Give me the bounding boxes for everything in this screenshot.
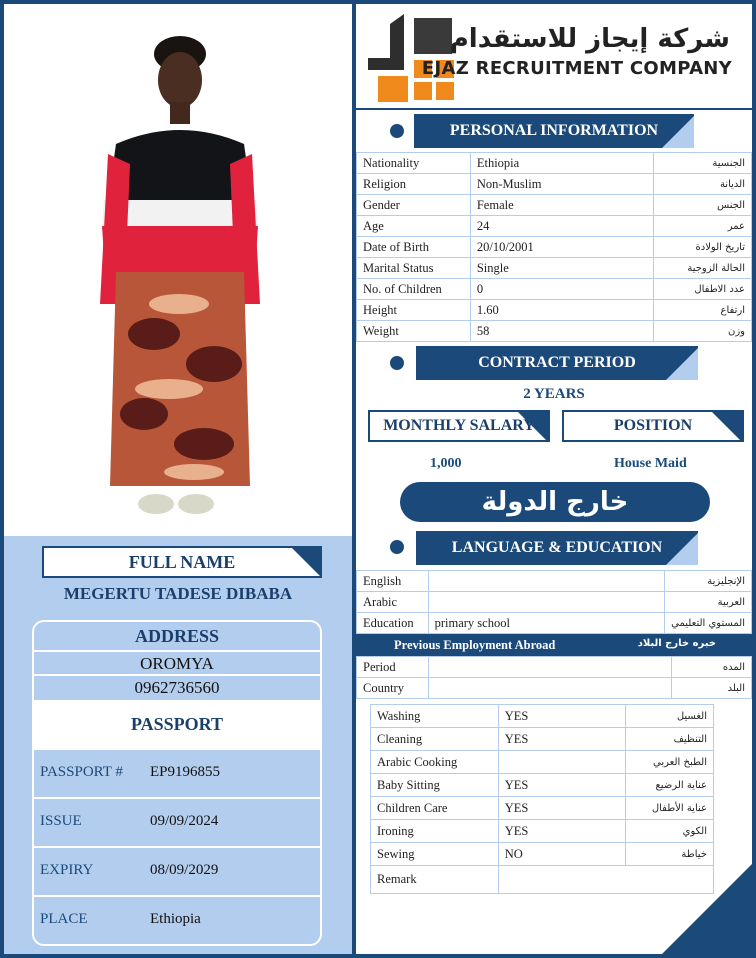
row-label-ar: الحالة الزوجية	[654, 258, 752, 279]
outside-country-banner: خارج الدولة	[400, 482, 710, 522]
skill-label: Children Care	[371, 797, 499, 820]
skill-label-ar: عناية الرضيع	[626, 774, 714, 797]
full-name-label-box	[42, 546, 322, 578]
skill-label-ar: الغسيل	[626, 705, 714, 728]
previous-employment-table	[356, 656, 752, 699]
language-education-table	[356, 570, 752, 634]
passport-number-row	[34, 748, 320, 797]
phone-value: 0962736560	[34, 674, 320, 700]
row-label-ar: ارتفاع	[654, 300, 752, 321]
remark-label: Remark	[371, 866, 499, 894]
table-row	[371, 705, 714, 728]
company-name-english: EJAZ RECRUITMENT COMPANY	[421, 58, 732, 79]
table-row	[371, 728, 714, 751]
table-row	[357, 613, 752, 634]
skill-label-ar: الطبخ العربي	[626, 751, 714, 774]
corner-accent	[666, 533, 698, 565]
skill-value: YES	[498, 820, 625, 843]
skill-value: YES	[498, 705, 625, 728]
row-label: Height	[357, 300, 471, 321]
corner-accent	[292, 548, 320, 576]
bullet-dot-icon	[390, 124, 404, 138]
corner-decoration	[662, 864, 752, 954]
company-header	[356, 4, 752, 110]
skill-label-ar: التنظيف	[626, 728, 714, 751]
passport-expiry-value: 08/09/2029	[150, 862, 219, 878]
row-value: Non-Muslim	[470, 174, 653, 195]
table-row	[371, 774, 714, 797]
contract-period-title: CONTRACT PERIOD	[478, 354, 636, 371]
row-label-ar: المده	[672, 657, 752, 678]
candidate-photo	[4, 4, 352, 536]
passport-expiry-row	[34, 846, 320, 895]
candidate-figure-illustration	[4, 4, 352, 536]
monthly-salary-value: 1,000	[430, 456, 462, 471]
address-passport-card	[32, 620, 322, 946]
contract-period-header	[416, 346, 698, 380]
corner-accent	[666, 348, 698, 380]
row-value	[428, 592, 665, 613]
row-label-ar: الإنجليزية	[665, 571, 752, 592]
corner-accent	[662, 116, 694, 148]
table-row	[357, 678, 752, 699]
row-value	[428, 678, 671, 699]
row-label: Marital Status	[357, 258, 471, 279]
skill-label-ar: الكوي	[626, 820, 714, 843]
passport-issue-label: ISSUE	[40, 813, 82, 829]
table-row	[357, 237, 752, 258]
row-label-ar: الجنس	[654, 195, 752, 216]
skill-label: Sewing	[371, 843, 499, 866]
skill-value: YES	[498, 774, 625, 797]
table-row	[371, 843, 714, 866]
table-row	[357, 279, 752, 300]
row-value: Ethiopia	[470, 153, 653, 174]
table-row	[357, 300, 752, 321]
table-row	[371, 797, 714, 820]
passport-issue-row	[34, 797, 320, 846]
row-value: 24	[470, 216, 653, 237]
skill-label: Cleaning	[371, 728, 499, 751]
row-value	[428, 657, 671, 678]
skill-value: NO	[498, 843, 625, 866]
passport-place-label: PLACE	[40, 911, 88, 927]
row-value: 20/10/2001	[470, 237, 653, 258]
previous-employment-title: Previous Employment Abroad	[394, 638, 556, 652]
row-value: Single	[470, 258, 653, 279]
row-label: Religion	[357, 174, 471, 195]
skill-value: YES	[498, 728, 625, 751]
row-label: Period	[357, 657, 429, 678]
row-value	[428, 571, 665, 592]
table-row	[357, 216, 752, 237]
address-label: ADDRESS	[134, 626, 220, 646]
personal-info-header	[414, 114, 694, 148]
skill-label-ar: خياطة	[626, 843, 714, 866]
passport-number-label: PASSPORT #	[40, 764, 123, 780]
row-label-ar: الجنسية	[654, 153, 752, 174]
row-label-ar: عدد الاطفال	[654, 279, 752, 300]
table-row	[357, 258, 752, 279]
passport-label: PASSPORT	[34, 700, 320, 748]
language-education-header	[416, 531, 698, 565]
previous-employment-header	[356, 634, 752, 656]
row-value: 58	[470, 321, 653, 342]
passport-expiry-label: EXPIRY	[40, 862, 94, 878]
skill-label: Ironing	[371, 820, 499, 843]
passport-number-value: EP9196855	[150, 764, 221, 780]
personal-info-table	[356, 152, 752, 342]
row-label: English	[357, 571, 429, 592]
corner-accent	[712, 412, 742, 442]
row-label: Arabic	[357, 592, 429, 613]
address-value: OROMYA	[34, 650, 320, 676]
full-name-value: MEGERTU TADESE DIBABA	[63, 584, 293, 603]
right-column	[356, 4, 752, 954]
monthly-salary-label: MONTHLY SALARY	[383, 417, 535, 434]
language-education-title: LANGUAGE & EDUCATION	[451, 539, 663, 556]
position-value: House Maid	[614, 456, 687, 471]
skill-value	[498, 751, 625, 774]
table-row	[357, 571, 752, 592]
skill-value: YES	[498, 797, 625, 820]
table-row	[371, 751, 714, 774]
row-label-ar: العربية	[665, 592, 752, 613]
row-label: Education	[357, 613, 429, 634]
row-label: Age	[357, 216, 471, 237]
personal-info-title: PERSONAL INFORMATION	[449, 122, 659, 139]
monthly-salary-label-box	[368, 410, 550, 442]
row-label: Country	[357, 678, 429, 699]
row-value: 0	[470, 279, 653, 300]
contract-period-value: 2 YEARS	[523, 386, 585, 402]
row-label: No. of Children	[357, 279, 471, 300]
identity-panel	[4, 536, 352, 954]
previous-employment-title-ar: خبره خارج البلاد	[637, 638, 716, 649]
table-row	[357, 153, 752, 174]
row-label: Date of Birth	[357, 237, 471, 258]
row-label-ar: تاريخ الولادة	[654, 237, 752, 258]
position-label-box	[562, 410, 744, 442]
table-row	[357, 657, 752, 678]
position-label: POSITION	[613, 417, 693, 434]
skill-label: Arabic Cooking	[371, 751, 499, 774]
row-label-ar: البلد	[672, 678, 752, 699]
passport-place-row	[34, 895, 320, 944]
row-label-ar: وزن	[654, 321, 752, 342]
row-label-ar: المستوي التعليمي	[665, 613, 752, 634]
row-label-ar: الديانة	[654, 174, 752, 195]
table-row	[371, 820, 714, 843]
skill-label: Baby Sitting	[371, 774, 499, 797]
row-value: 1.60	[470, 300, 653, 321]
bullet-dot-icon	[390, 540, 404, 554]
row-label: Gender	[357, 195, 471, 216]
full-name-label: FULL NAME	[128, 552, 236, 572]
passport-place-value: Ethiopia	[150, 911, 201, 927]
table-row	[357, 174, 752, 195]
row-label-ar: عمر	[654, 216, 752, 237]
passport-issue-value: 09/09/2024	[150, 813, 219, 829]
left-column	[4, 4, 352, 954]
row-value: primary school	[428, 613, 665, 634]
row-value: Female	[470, 195, 653, 216]
corner-accent	[518, 412, 548, 442]
skill-label-ar: عناية الأطفال	[626, 797, 714, 820]
table-row	[357, 195, 752, 216]
row-label: Weight	[357, 321, 471, 342]
company-name-arabic: شركة إيجاز للاستقدام	[449, 24, 730, 54]
row-label: Nationality	[357, 153, 471, 174]
bullet-dot-icon	[390, 356, 404, 370]
table-row	[357, 321, 752, 342]
table-row	[357, 592, 752, 613]
skill-label: Washing	[371, 705, 499, 728]
